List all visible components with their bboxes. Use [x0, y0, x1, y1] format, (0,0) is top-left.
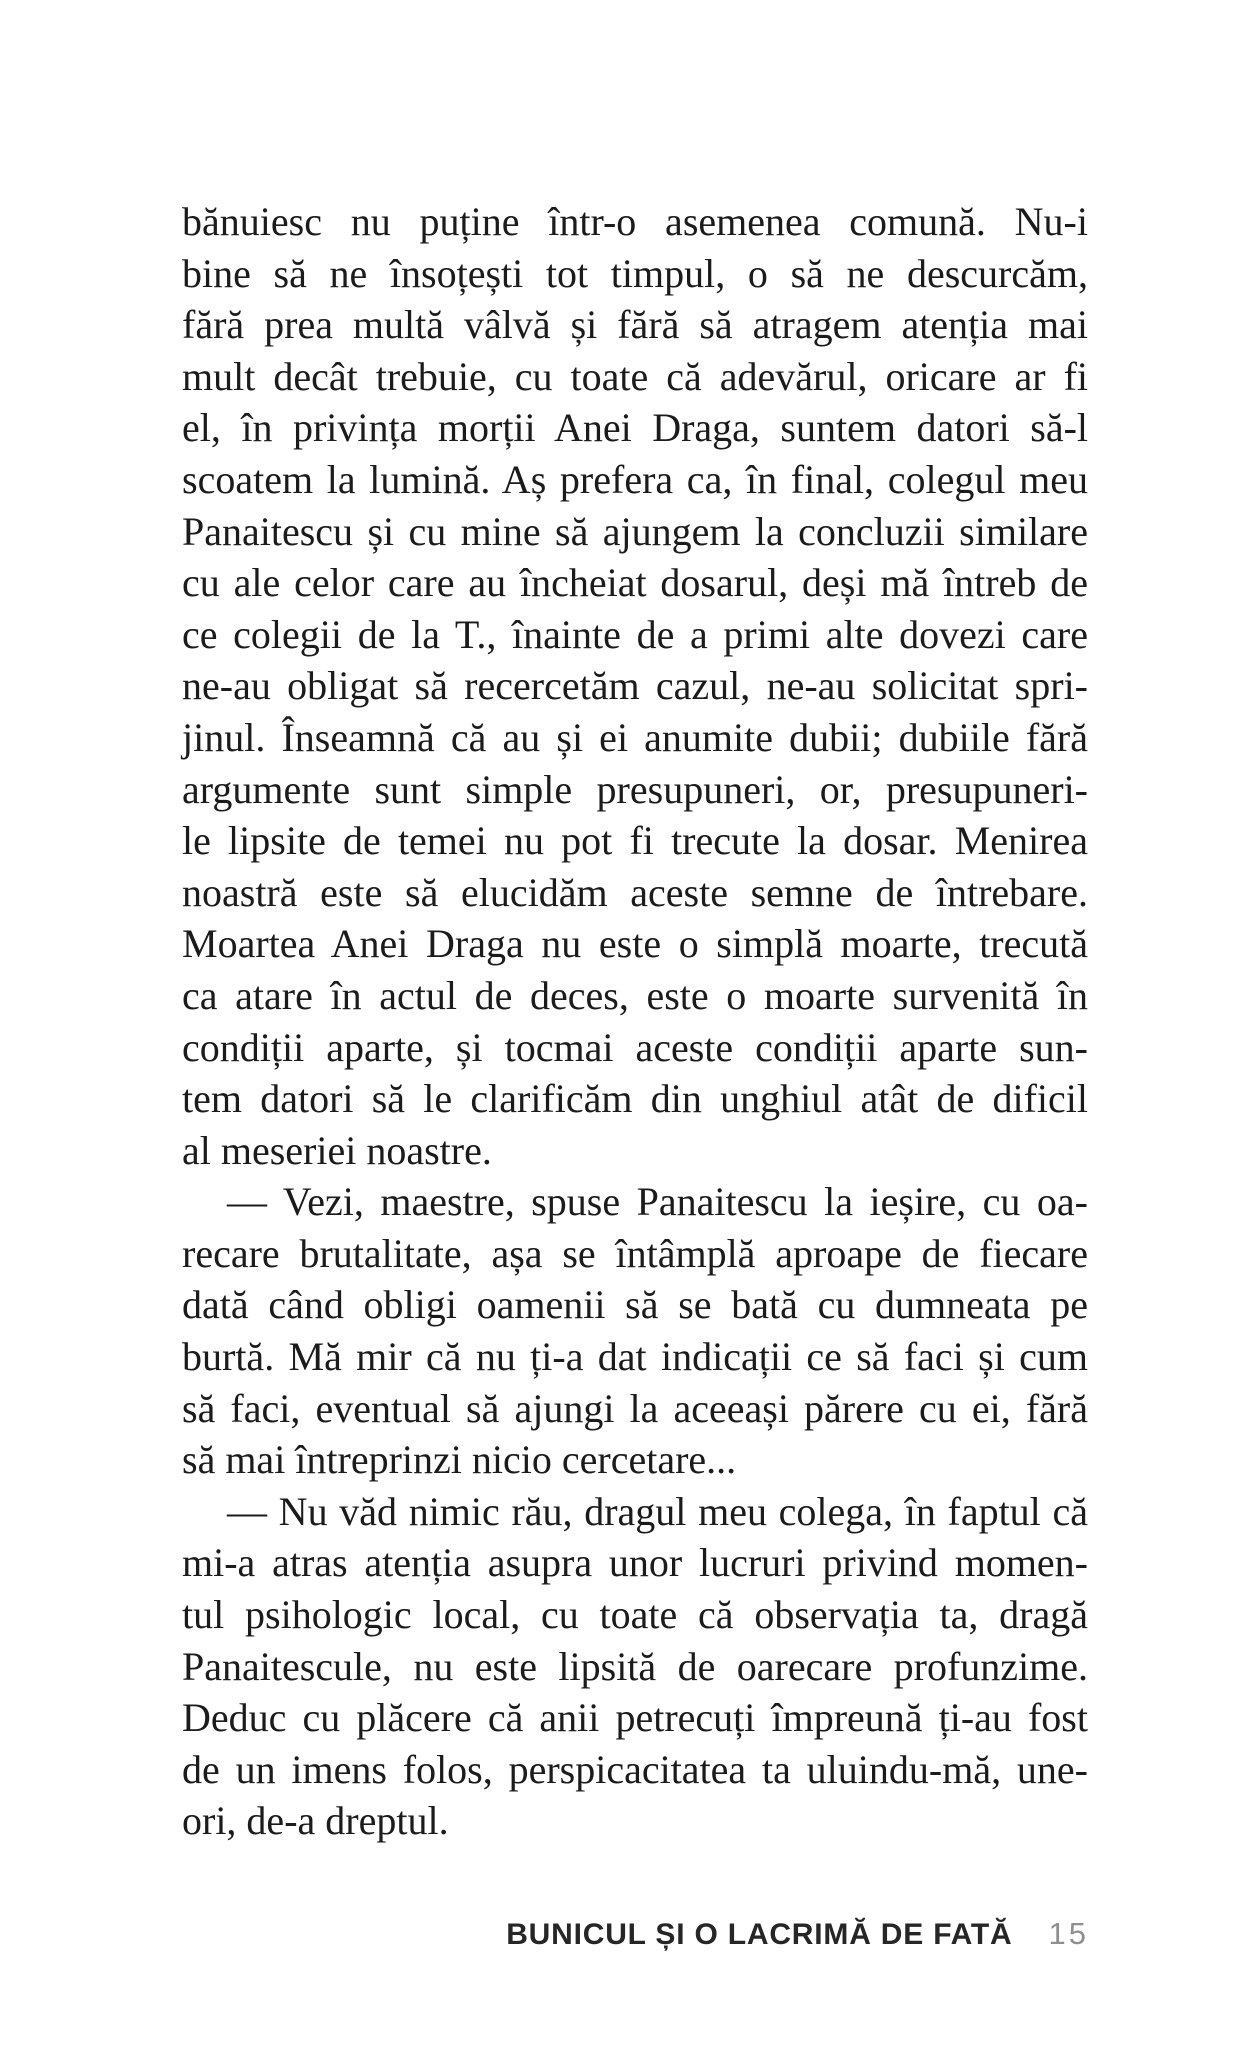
- text-line: argumente sunt simple presupuneri, or, presupuneri-: [182, 766, 1088, 812]
- text-line: Panaitescu și cu mine să ajungem la concluzii similare: [182, 508, 1088, 554]
- text-line: bine să ne însoțești tot timpul, o să ne descurcăm,: [182, 250, 1088, 296]
- text-line: să faci, eventual să ajungi la aceeași părere cu ei, fără: [182, 1385, 1088, 1431]
- text-line: recare brutalitate, așa se întâmplă aproape de fiecare: [182, 1230, 1088, 1276]
- page-footer: [506, 1916, 1089, 1952]
- text-line: burtă. Mă mir că nu ți-a dat indicații ce să faci și cum: [182, 1334, 1088, 1380]
- text-line: cu ale celor care au încheiat dosarul, deși mă întreb de: [182, 560, 1088, 606]
- text-line: să mai întreprinzi nicio cercetare...: [182, 1437, 737, 1483]
- text-line: el, în privința morții Anei Draga, suntem datori să-l: [182, 405, 1088, 451]
- page-number: 15: [1048, 1916, 1089, 1951]
- body-text: [182, 196, 1088, 1847]
- text-line: fără prea multă vâlvă și fără să atragem atenția mai: [182, 302, 1088, 348]
- text-line: ce colegii de la T., înainte de a primi alte dovezi care: [182, 611, 1088, 657]
- text-line: ori, de-a dreptul.: [182, 1798, 449, 1844]
- text-line: mult decât trebuie, cu toate că adevărul, oricare ar fi: [182, 353, 1088, 399]
- text-line: — Nu văd nimic rău, dragul meu colega, în faptul că: [227, 1488, 1088, 1534]
- text-line: mi-a atras atenția asupra unor lucruri privind momen-: [182, 1540, 1088, 1586]
- text-line: ca atare în actul de deces, este o moarte survenită în: [182, 972, 1088, 1018]
- text-line: de un imens folos, perspicacitatea ta uluindu-mă, une-: [182, 1746, 1088, 1792]
- text-line: jinul. Înseamnă că au și ei anumite dubii; dubiile fără: [182, 714, 1088, 760]
- text-line: noastră este să elucidăm aceste semne de întrebare.: [182, 869, 1088, 915]
- text-line: condiții aparte, și tocmai aceste condiții aparte sun-: [182, 1024, 1088, 1070]
- text-line: ne-au obligat să recercetăm cazul, ne-au solicitat spri-: [182, 663, 1088, 709]
- text-line: le lipsite de temei nu pot fi trecute la dosar. Menirea: [182, 818, 1088, 864]
- text-line: Panaitescule, nu este lipsită de oarecare profunzime.: [182, 1643, 1088, 1689]
- text-line: tem datori să le clarificăm din unghiul atât de dificil: [182, 1076, 1088, 1122]
- text-line: scoatem la lumină. Aș prefera ca, în final, colegul meu: [182, 456, 1088, 502]
- text-line: — Vezi, maestre, spuse Panaitescu la ieșire, cu oa-: [227, 1179, 1088, 1225]
- text-line: al meseriei noastre.: [182, 1127, 492, 1173]
- text-line: dată când obligi oamenii să se bată cu dumneata pe: [182, 1282, 1088, 1328]
- text-line: Deduc cu plăcere că anii petrecuți împreună ți-au fost: [182, 1695, 1088, 1741]
- text-line: Moartea Anei Draga nu este o simplă moarte, trecută: [182, 921, 1088, 967]
- text-line: bănuiesc nu puține într-o asemenea comună. Nu-i: [182, 199, 1088, 244]
- text-line: tul psihologic local, cu toate că observația ta, dragă: [182, 1592, 1088, 1638]
- running-title: BUNICUL ȘI O LACRIMĂ DE FATĂ: [506, 1918, 1013, 1951]
